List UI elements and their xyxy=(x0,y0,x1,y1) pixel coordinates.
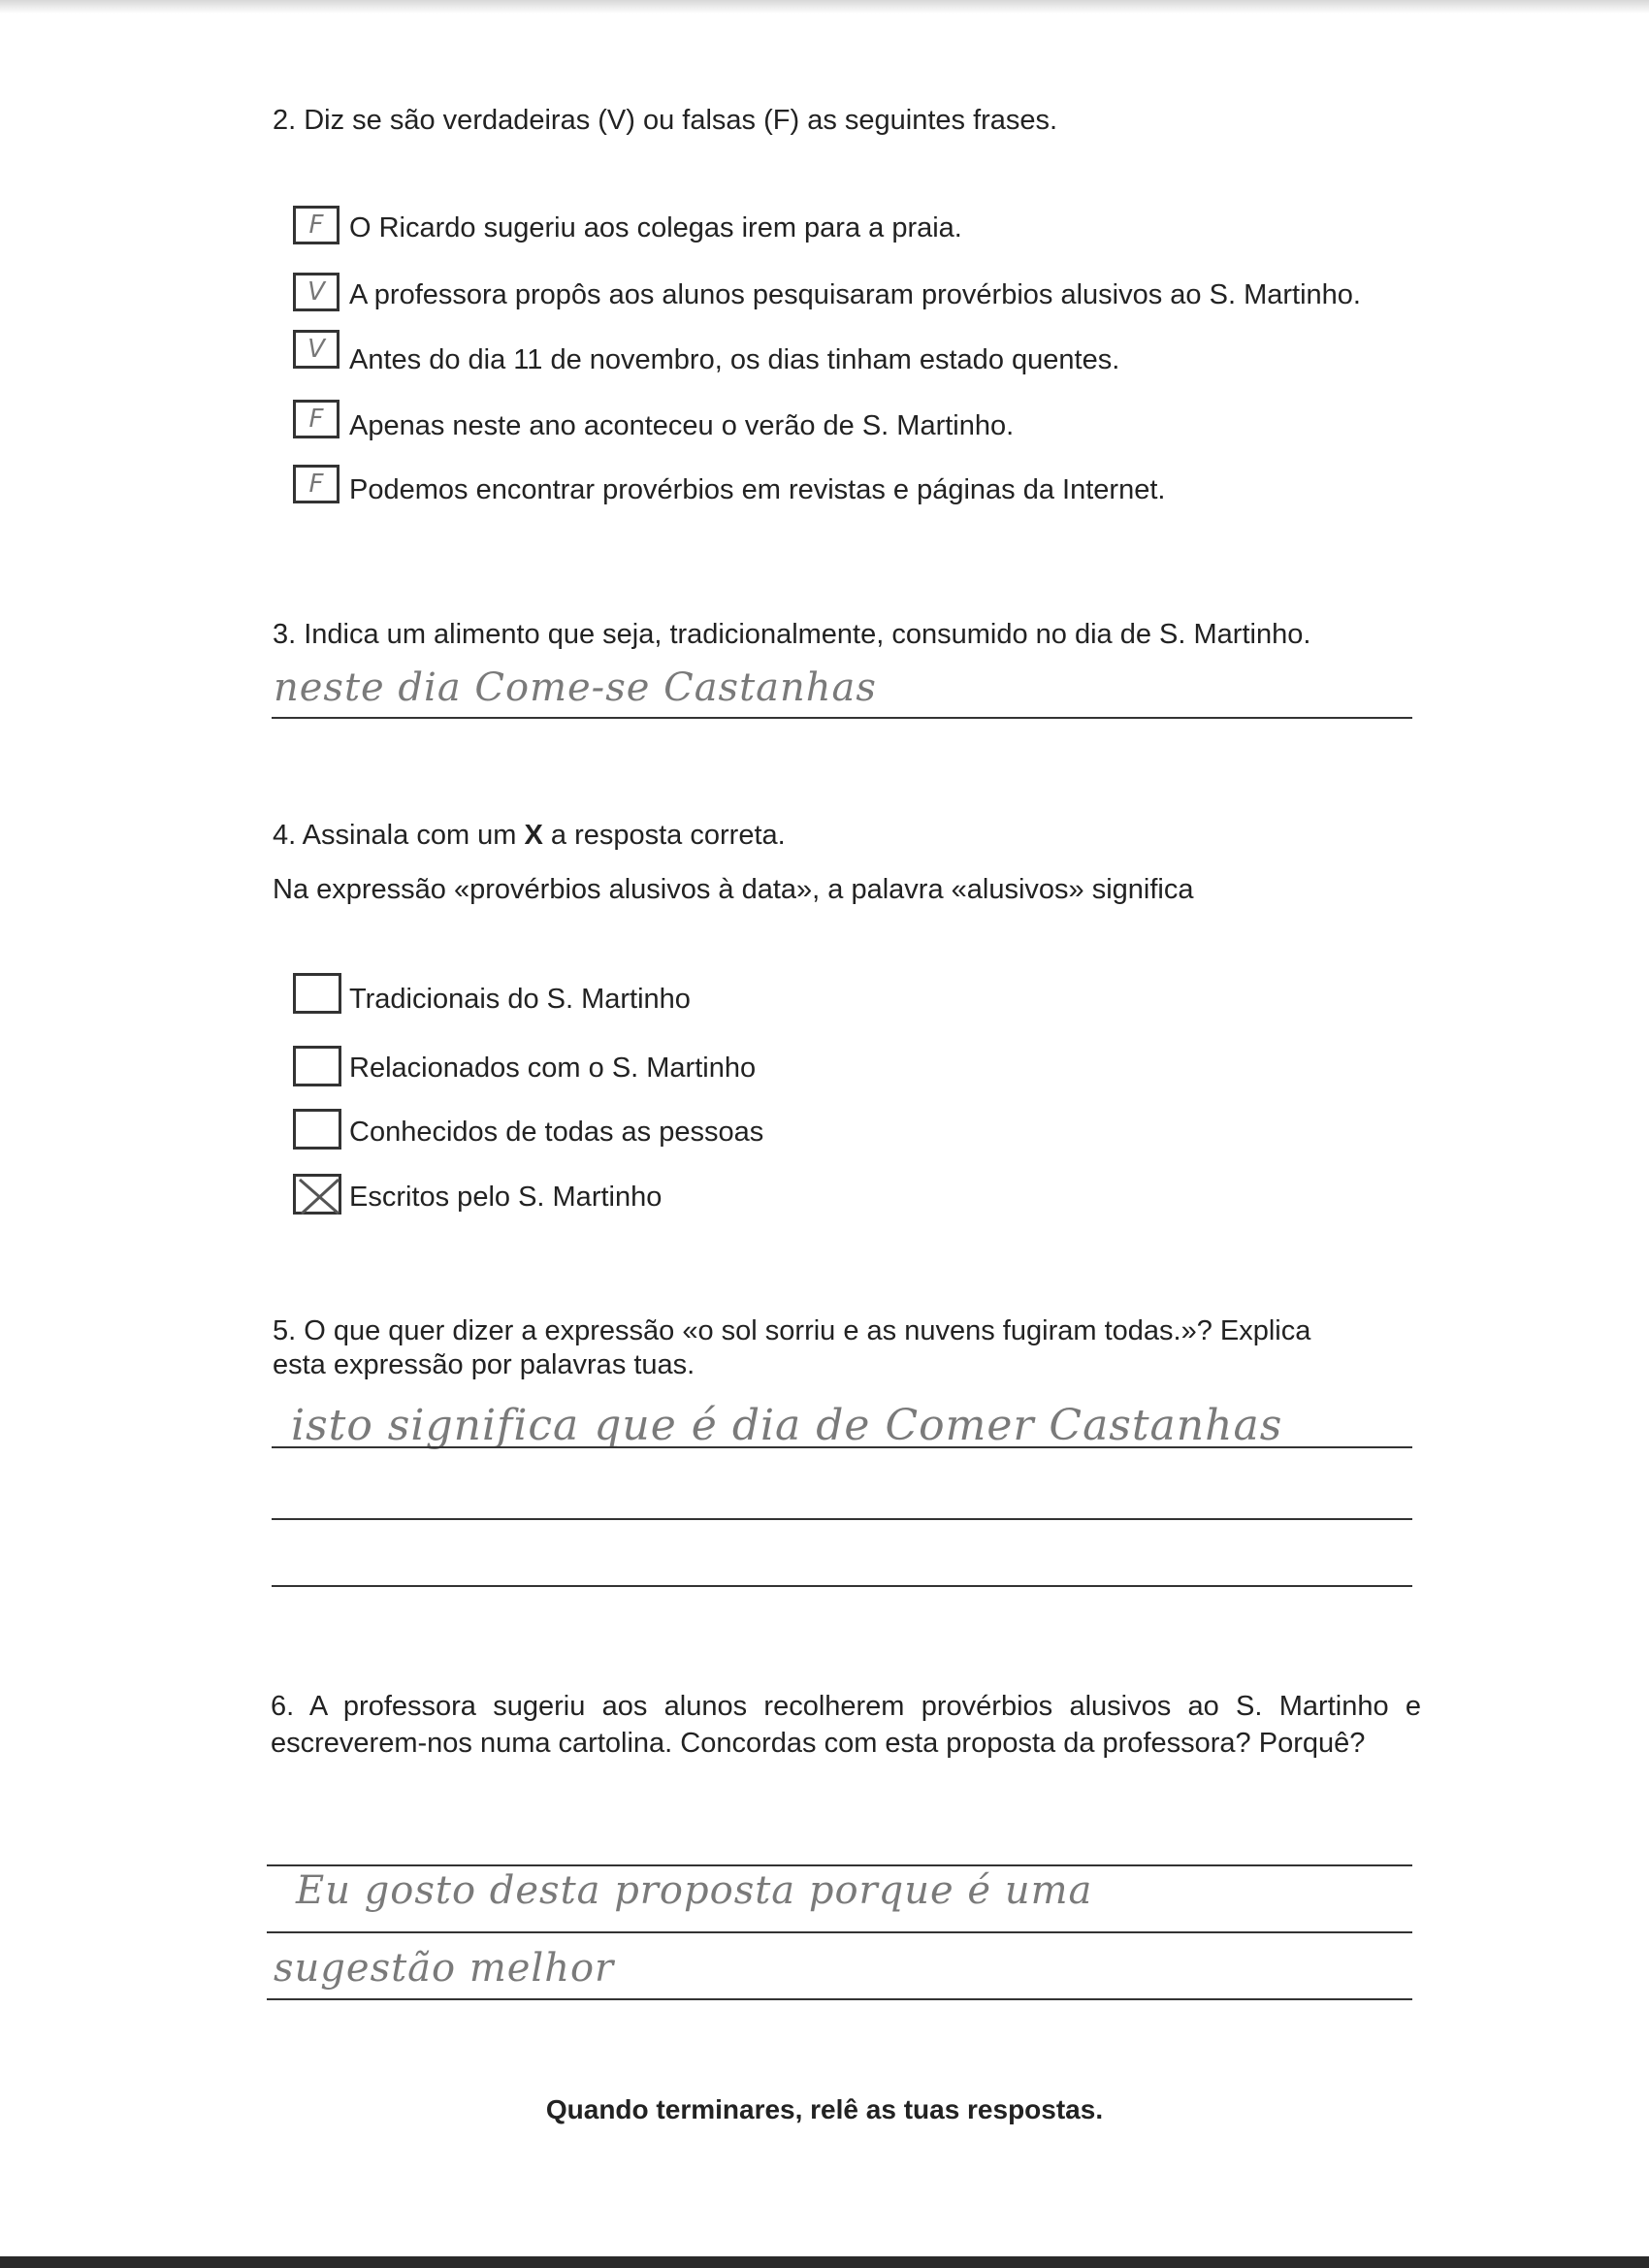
q4-option-4-label: Escritos pelo S. Martinho xyxy=(349,1182,663,1213)
q6-handwritten-answer-line1: Eu gosto desta proposta porque é uma xyxy=(296,1868,1093,1913)
scan-bottom-edge xyxy=(0,2256,1649,2268)
q2-item-2-text: A professora propôs aos alunos pesquisaram provérbios alusivos ao S. Martinho. xyxy=(349,279,1361,310)
footer-reminder: Quando terminares, relê as tuas respostas. xyxy=(545,2094,1104,2124)
q5-handwritten-answer: isto significa que é dia de Comer Castanhas xyxy=(291,1401,1283,1450)
q5-answer-line-3[interactable] xyxy=(272,1585,1412,1587)
q6-answer-line-3[interactable] xyxy=(267,1998,1412,2000)
q2-item-4-box[interactable] xyxy=(293,400,340,438)
q4-option-1-checkbox[interactable] xyxy=(293,973,341,1014)
q4-title: 4. Assinala com um X a resposta correta. xyxy=(273,820,786,851)
q2-item-5-box[interactable] xyxy=(293,465,340,503)
q2-item-3-mark: V xyxy=(307,335,325,364)
q6-answer-line-1[interactable] xyxy=(267,1864,1412,1866)
q6-question: 6. A professora sugeriu aos alunos recolherem provérbios alusivos ao S. Martinho e escreverem-nos numa cartolina. Concordas com esta proposta da professora? Porquê? xyxy=(271,1691,1421,1759)
q2-item-3-box[interactable] xyxy=(293,330,340,369)
q2-item-1-box[interactable] xyxy=(293,206,340,244)
q4-option-3-checkbox[interactable] xyxy=(293,1109,341,1150)
q2-item-5-text: Podemos encontrar provérbios em revistas e páginas da Internet. xyxy=(349,474,1166,505)
q2-title: 2. Diz se são verdadeiras (V) ou falsas (F) as seguintes frases. xyxy=(273,105,1058,136)
q4-option-2-checkbox[interactable] xyxy=(293,1046,341,1086)
q4-subtitle: Na expressão «provérbios alusivos à data», a palavra «alusivos» significa xyxy=(273,874,1194,905)
q4-option-3-label: Conhecidos de todas as pessoas xyxy=(349,1117,764,1148)
q4-option-2-label: Relacionados com o S. Martinho xyxy=(349,1053,757,1084)
q2-item-4-mark: F xyxy=(308,405,324,434)
q5-answer-line-2[interactable] xyxy=(272,1518,1412,1520)
q5-title-line1: 5. O que quer dizer a expressão «o sol sorriu e as nuvens fugiram todas.»? Explica xyxy=(273,1315,1311,1346)
q2-item-4-text: Apenas neste ano aconteceu o verão de S. Martinho. xyxy=(349,410,1015,441)
q3-title: 3. Indica um alimento que seja, tradicionalmente, consumido no dia de S. Martinho. xyxy=(273,619,1311,650)
q2-item-3-text: Antes do dia 11 de novembro, os dias tinham estado quentes. xyxy=(349,344,1120,375)
q5-title-line2: esta expressão por palavras tuas. xyxy=(273,1349,695,1380)
q5-answer-line-1[interactable] xyxy=(272,1446,1412,1448)
q2-item-2-box[interactable] xyxy=(293,273,340,311)
q2-item-1-text: O Ricardo sugeriu aos colegas irem para a praia. xyxy=(349,212,962,243)
q6-handwritten-answer-line2: sugestão melhor xyxy=(274,1946,615,1991)
q3-handwritten-answer: neste dia Come-se Castanhas xyxy=(274,665,877,710)
q6-answer-line-2[interactable] xyxy=(267,1931,1412,1933)
x-check-icon xyxy=(296,1177,344,1217)
q3-answer-line[interactable] xyxy=(272,717,1412,719)
q2-item-5-mark: F xyxy=(308,470,324,499)
q4-option-1-label: Tradicionais do S. Martinho xyxy=(349,984,691,1015)
q4-option-4-checkbox[interactable] xyxy=(293,1174,341,1215)
q2-item-1-mark: F xyxy=(308,211,324,240)
q2-item-2-mark: V xyxy=(307,277,325,307)
